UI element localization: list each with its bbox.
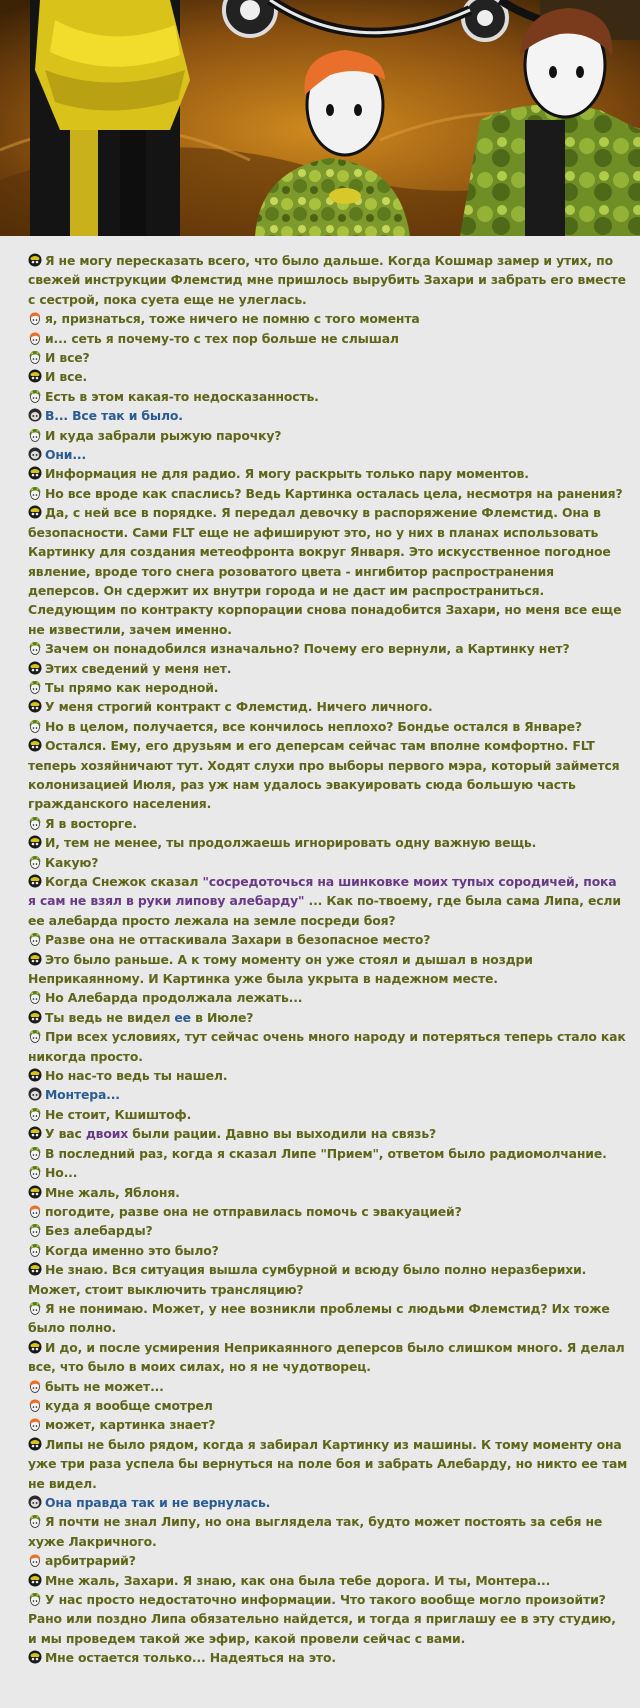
- chat-message: [28, 1105, 628, 1124]
- chat-message: [28, 1008, 628, 1027]
- orange-hair-icon: [28, 1379, 42, 1393]
- green-camo-icon: [28, 855, 42, 869]
- chat-message: [28, 1571, 628, 1590]
- chat-message: [28, 950, 628, 989]
- chat-message: [28, 503, 628, 639]
- chat-message: [28, 1221, 628, 1240]
- message-text: и... сеть я почему-то с тех пор больше не слышал: [45, 330, 399, 346]
- black-skull-icon: [28, 1340, 42, 1354]
- message-text: двоих: [85, 1126, 129, 1142]
- chat-message: [28, 387, 628, 406]
- orange-hair-icon: [28, 331, 42, 345]
- black-skull-icon: [28, 1126, 42, 1140]
- black-skull-icon: [28, 835, 42, 849]
- chat-message: [28, 445, 628, 464]
- message-text: У нас просто недостаточно информации. Что такого вообще могло произойти? Рано или поздно Липа обязательно найдется, и тогда я приглашу ее в эту студию, и мы проведем такой же эфир, какой провели сейчас с вами.: [28, 1592, 616, 1646]
- message-text: Да, с ней все в порядке. Я передал девочку в распоряжение Флемстид. Она в безопасности. Сами FLT еще не афишируют это, но у них в планах использовать Картинку для создания метеофронта вокруг Января. Это искусственное погодное явление, вроде того снега розоватого цвета - ингибитор распространения деперсов. Он сдержит их внутри города и не даст им распространиться. Следующим по контракту корпорации снова понадобится Захари, но меня все еще не известили, зачем именно.: [28, 505, 622, 637]
- chat-message: [28, 1396, 628, 1415]
- message-text: Мне жаль, Яблоня.: [45, 1184, 180, 1200]
- chat-message: [28, 833, 628, 852]
- black-skull-icon: [28, 1573, 42, 1587]
- dark-face-icon: [28, 447, 42, 461]
- black-skull-icon: [28, 1437, 42, 1451]
- message-text: Без алебарды?: [45, 1223, 153, 1239]
- chat-message: [28, 1260, 628, 1299]
- green-camo-icon: [28, 1223, 42, 1237]
- orange-hair-icon: [28, 1417, 42, 1431]
- message-text: И куда забрали рыжую парочку?: [45, 427, 282, 443]
- message-text: У меня строгий контракт с Флемстид. Ничего личного.: [45, 699, 433, 715]
- green-camo-icon: [28, 1243, 42, 1257]
- green-camo-icon: [28, 1146, 42, 1160]
- orange-hair-icon: [28, 1553, 42, 1567]
- message-text: Но нас-то ведь ты нашел.: [45, 1068, 228, 1084]
- dark-face-icon: [28, 408, 42, 422]
- message-text: Монтера...: [45, 1087, 120, 1103]
- chat-message: [28, 1377, 628, 1396]
- green-camo-icon: [28, 350, 42, 364]
- chat-message: [28, 464, 628, 483]
- message-text: ее: [174, 1009, 191, 1025]
- message-text: Ты ведь не видел: [45, 1009, 175, 1025]
- message-text: И, тем не менее, ты продолжаешь игнорировать одну важную вещь.: [45, 835, 537, 851]
- chat-message: [28, 853, 628, 872]
- message-text: в Июле?: [190, 1009, 254, 1025]
- green-camo-icon: [28, 428, 42, 442]
- dark-face-icon: [28, 1495, 42, 1509]
- chat-message: [28, 251, 628, 309]
- message-text: Но все вроде как спаслись? Ведь Картинка осталась цела, несмотря на ранения?: [45, 485, 623, 501]
- chat-message: [28, 1435, 628, 1493]
- chat-message: [28, 697, 628, 716]
- message-text: Но Алебарда продолжала лежать...: [45, 990, 303, 1006]
- message-text: Есть в этом какая-то недосказанность.: [45, 388, 319, 404]
- green-camo-icon: [28, 990, 42, 1004]
- message-text: Зачем он понадобился изначально? Почему его вернули, а Картинку нет?: [45, 641, 570, 657]
- green-camo-icon: [28, 932, 42, 946]
- message-text: арбитрарий?: [45, 1553, 136, 1569]
- comic-banner-image: [0, 0, 640, 236]
- black-skull-icon: [28, 952, 42, 966]
- chat-message: [28, 367, 628, 386]
- chat-message: [28, 1144, 628, 1163]
- message-text: И все?: [45, 350, 90, 366]
- chat-message: [28, 1512, 628, 1551]
- chat-message: [28, 1085, 628, 1104]
- message-text: Я почти не знал Липу, но она выглядела так, будто может постоять за себя не хуже Лакричного.: [28, 1514, 603, 1549]
- message-text: Когда Снежок сказал: [45, 874, 203, 889]
- message-text: куда я вообще смотрел: [45, 1397, 213, 1413]
- message-text: я, признаться, тоже ничего не помню с того момента: [45, 311, 420, 327]
- message-text: Остался. Ему, его друзьям и его деперсам сейчас там вполне комфортно. FLT теперь хозяйничают тут. Ходят слухи про выборы первого мэра, который займется колонизацией Июля, раз уж нам удалось эвакуировать сюда большую часть гражданского населения.: [28, 738, 620, 812]
- black-skull-icon: [28, 1185, 42, 1199]
- message-text: "сосредоточься на шинковке моих тупых сородичей, пока я сам не взял в руки липову алебарду": [28, 874, 617, 909]
- message-text: быть не может...: [45, 1378, 164, 1394]
- message-text: Мне жаль, Захари. Я знаю, как она была тебе дорога. И ты, Монтера...: [45, 1572, 551, 1588]
- message-text: Мне остается только... Надеяться на это.: [45, 1650, 336, 1666]
- green-camo-icon: [28, 1514, 42, 1528]
- message-text: может, картинка знает?: [45, 1417, 216, 1433]
- green-camo-icon: [28, 1165, 42, 1179]
- message-text: Какую?: [45, 854, 99, 870]
- chat-message: [28, 1299, 628, 1338]
- chat-message: [28, 736, 628, 814]
- message-text: Это было раньше. А к тому моменту он уже стоял и дышал в ноздри Неприкаянному. И Картинка уже была укрыта в надежном месте.: [28, 951, 533, 987]
- orange-hair-icon: [28, 1204, 42, 1218]
- black-skull-icon: [28, 874, 42, 888]
- black-skull-icon: [28, 699, 42, 713]
- green-camo-icon: [28, 1592, 42, 1606]
- message-text: были рации. Давно вы выходили на связь?: [128, 1126, 437, 1142]
- message-text: Я в восторге.: [45, 815, 137, 831]
- chat-message: [28, 406, 628, 425]
- chat-message: [28, 1551, 628, 1570]
- message-text: Информация не для радио. Я могу раскрыть только пару моментов.: [45, 466, 529, 482]
- message-text: Разве она не оттаскивала Захари в безопасное место?: [45, 932, 431, 948]
- message-text: Я не понимаю. Может, у нее возникли проблемы с людьми Флемстид? Их тоже было полно.: [28, 1300, 610, 1336]
- chat-message: [28, 678, 628, 697]
- green-camo-icon: [28, 1029, 42, 1043]
- message-text: Они...: [45, 447, 86, 463]
- chat-log: [0, 236, 640, 1668]
- chat-message: [28, 1202, 628, 1221]
- dark-face-icon: [28, 1087, 42, 1101]
- green-camo-icon: [28, 719, 42, 733]
- chat-message: [28, 1241, 628, 1260]
- message-text: У вас: [45, 1126, 86, 1142]
- chat-message: [28, 814, 628, 833]
- message-text: Ты прямо как неродной.: [45, 679, 219, 695]
- message-text: погодите, разве она не отправилась помочь с эвакуацией?: [45, 1203, 462, 1219]
- black-skull-icon: [28, 1068, 42, 1082]
- message-text: И все.: [45, 369, 88, 385]
- chat-message: [28, 1648, 628, 1667]
- chat-message: [28, 329, 628, 348]
- green-camo-icon: [28, 1301, 42, 1315]
- black-skull-icon: [28, 369, 42, 383]
- message-text: Не стоит, Кшиштоф.: [45, 1106, 192, 1122]
- black-skull-icon: [28, 466, 42, 480]
- banner-illustration: [0, 0, 640, 236]
- orange-hair-icon: [28, 311, 42, 325]
- message-text: Она правда так и не вернулась.: [45, 1495, 271, 1510]
- message-text: При всех условиях, тут сейчас очень много народу и потеряться теперь стало как никогда просто.: [28, 1029, 626, 1064]
- chat-message: [28, 639, 628, 658]
- black-skull-icon: [28, 505, 42, 519]
- black-skull-icon: [28, 1262, 42, 1276]
- chat-message: [28, 1027, 628, 1066]
- chat-message: [28, 1590, 628, 1648]
- message-text: И до, и после усмирения Неприкаянного деперсов было слишком много. Я делал все, что было в моих силах, но я не чудотворец.: [28, 1339, 625, 1375]
- orange-hair-icon: [28, 1398, 42, 1412]
- chat-message: [28, 309, 628, 328]
- chat-message: [28, 1124, 628, 1143]
- message-text: Этих сведений у меня нет.: [45, 660, 232, 676]
- yellow-character: [30, 0, 190, 236]
- green-camo-icon: [28, 1107, 42, 1121]
- chat-message: [28, 426, 628, 445]
- green-camo-icon: [28, 680, 42, 694]
- chat-message: [28, 1183, 628, 1202]
- black-skull-icon: [28, 1010, 42, 1024]
- message-text: Не знаю. Вся ситуация вышла сумбурной и всюду было полно неразберихи. Может, стоит выключить трансляцию?: [28, 1262, 587, 1297]
- chat-message: [28, 659, 628, 678]
- chat-message: [28, 348, 628, 367]
- black-skull-icon: [28, 253, 42, 267]
- chat-message: [28, 1338, 628, 1377]
- black-skull-icon: [28, 738, 42, 752]
- message-text: Когда именно это было?: [45, 1242, 219, 1258]
- black-skull-icon: [28, 1650, 42, 1664]
- chat-message: [28, 1066, 628, 1085]
- chat-message: [28, 717, 628, 736]
- green-camo-icon: [28, 641, 42, 655]
- chat-message: [28, 1415, 628, 1434]
- message-text: В... Все так и было.: [45, 408, 183, 424]
- chat-message: [28, 1163, 628, 1182]
- black-skull-icon: [28, 661, 42, 675]
- chat-message: [28, 930, 628, 949]
- message-text: В последний раз, когда я сказал Липе "Прием", ответом было радиомолчание.: [45, 1145, 607, 1161]
- chat-message: [28, 988, 628, 1007]
- message-text: Я не могу пересказать всего, что было дальше. Когда Кошмар замер и утих, по свежей инструкции Флемстид мне пришлось вырубить Захари и забрать его вместе с сестрой, пока суета еще не улеглась.: [28, 253, 626, 307]
- chat-message: [28, 872, 628, 930]
- message-text: Но в целом, получается, все кончилось неплохо? Бондье остался в Январе?: [45, 718, 582, 734]
- green-camo-icon: [28, 389, 42, 403]
- chat-message: [28, 1493, 628, 1512]
- green-camo-icon: [28, 816, 42, 830]
- message-text: Но...: [45, 1165, 78, 1181]
- chat-message: [28, 484, 628, 503]
- message-text: Липы не было рядом, когда я забирал Картинку из машины. К тому моменту она уже три раза успела бы вернуться на поле боя и забрать Алебарду, но никто ее там не видел.: [28, 1436, 628, 1491]
- message-text: ... Как по-твоему, где была сама Липа, если ее алебарда просто лежала на земле посреди боя?: [28, 893, 621, 928]
- green-camo-icon: [28, 486, 42, 500]
